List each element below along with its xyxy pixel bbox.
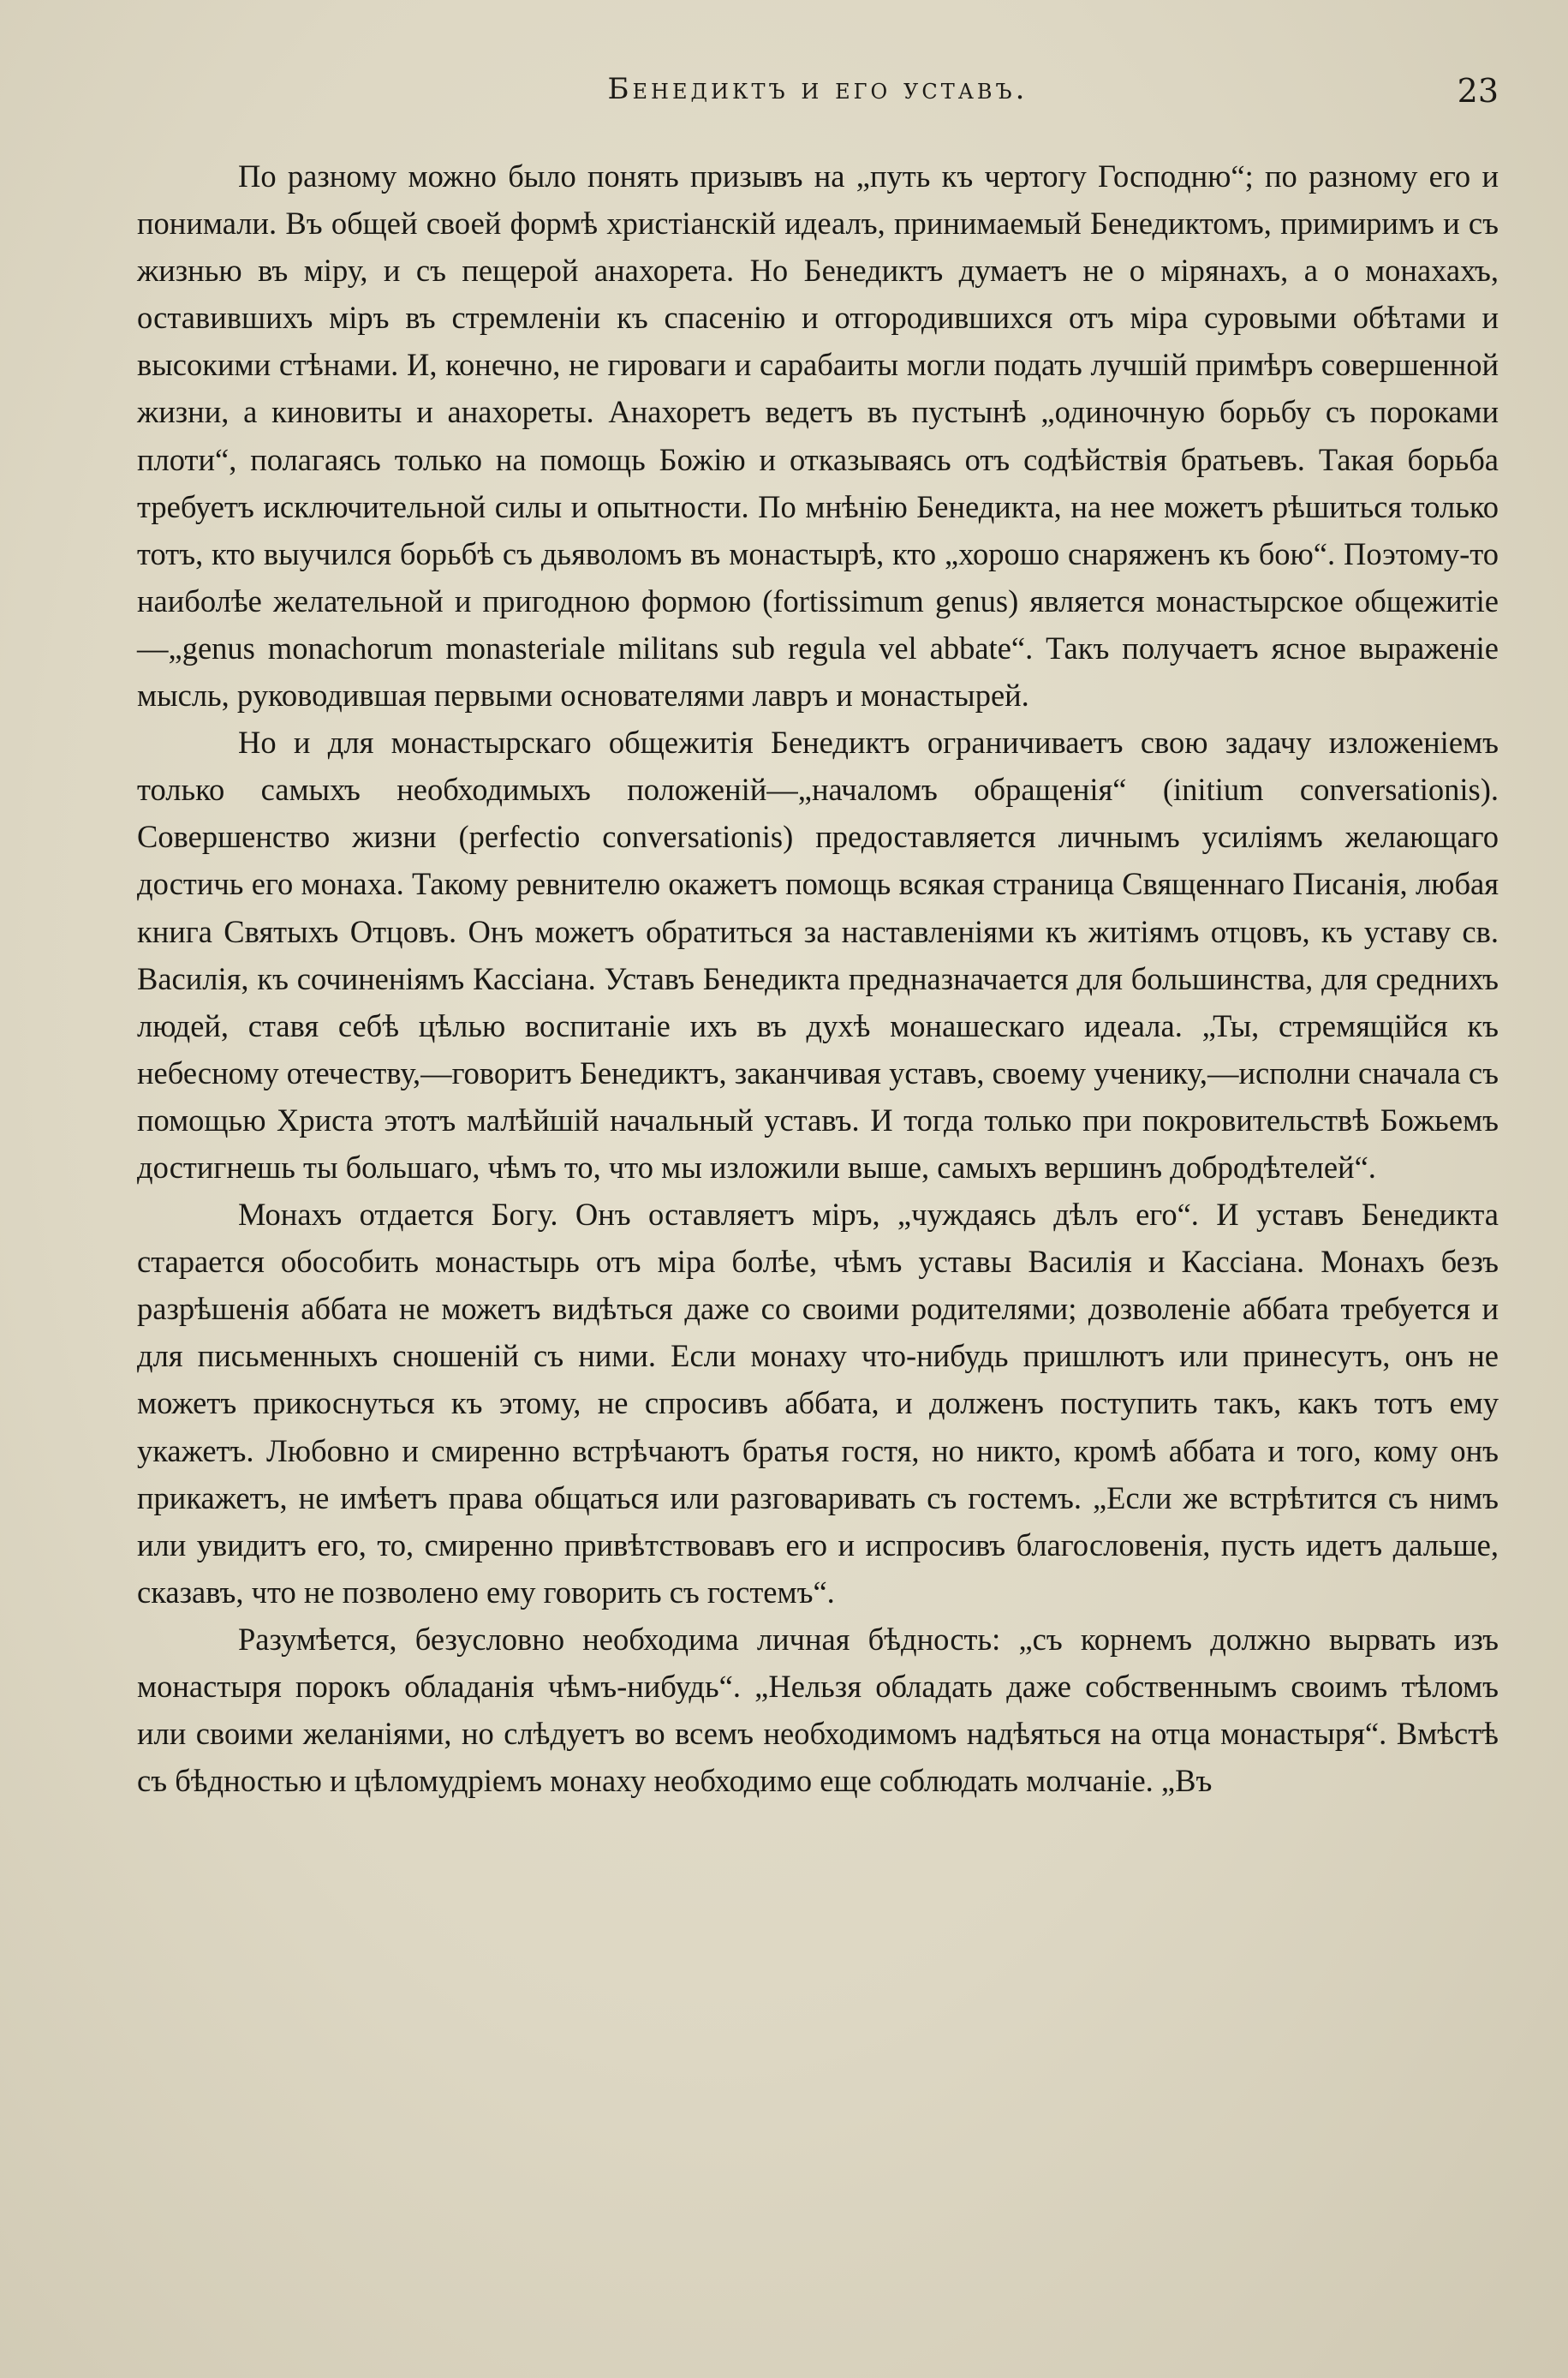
paragraph: Разумѣется, безусловно необходима личная бѣдность: „съ корнемъ должно вырвать изъ монастыря порокъ обладанія чѣмъ-нибудь“. „Нельзя обладать даже собственнымъ своимъ тѣломъ или своими желаніями, но слѣдуетъ во всемъ необходимомъ надѣяться на отца монастыря“. Вмѣстѣ съ бѣдностью и цѣломудріемъ монаху необходимо еще соблюдать молчаніе. „Въ: [137, 1621, 1499, 1799]
paragraph: По разному можно было понять призывъ на „путь къ чертогу Господню“; по разному его и понимали. Въ общей своей формѣ христіанскій идеалъ, принимаемый Бенедиктомъ, примиримъ и съ жизнью въ міру, и съ пещерой анахорета. Но Бенедиктъ думаетъ не о мірянахъ, а о монахахъ, оставившихъ міръ въ стремленіи къ спасенію и отгородившихся отъ міра суровыми обѣтами и высокими стѣнами. И, конечно, не гироваги и сарабаиты могли подать лучшій примѣръ совершенной жизни, а киновиты и анахореты. Анахоретъ ведетъ въ пустынѣ „одиночную борьбу съ пороками плоти“, полагаясь только на помощь Божію и отказываясь отъ содѣйствія братьевъ. Такая борьба требуетъ исключительной силы и опытности. По мнѣнію Бенедикта, на нее можетъ рѣшиться только тотъ, кто выучился борьбѣ съ дьяволомъ въ монастырѣ, кто „хорошо снаряженъ къ бою“. Поэтому-то наиболѣе желательной и пригодною формою (fortissimum genus) является монастырское общежитіе—„genus monachorum monasteriale militans sub regula vel abbate“. Такъ получаетъ ясное выраженіе мысль, руководившая первыми основателями лавръ и монастырей.: [137, 158, 1499, 714]
page-number: 23: [1457, 72, 1499, 110]
paragraph: Но и для монастырскаго общежитія Бенедиктъ ограничиваетъ свою задачу изложеніемъ только самыхъ необходимыхъ положеній—„началомъ обращенія“ (initium conversationis). Совершенство жизни (perfectio conversationis) предоставляется личнымъ усиліямъ желающаго достичь его монаха. Такому ревнителю окажетъ помощь всякая страница Священнаго Писанія, любая книга Святыхъ Отцовъ. Онъ можетъ обратиться за наставленіями къ житіямъ отцовъ, къ уставу св. Василія, къ сочиненіямъ Кассіана. Уставъ Бенедикта предназначается для большинства, для среднихъ людей, ставя себѣ цѣлью воспитаніе ихъ въ духѣ монашескаго идеала. „Ты, стремящійся къ небесному отечеству,—говоритъ Бенедиктъ, заканчивая уставъ, своему ученику,—исполни сначала съ помощью Христа этотъ малѣйшій начальный уставъ. И тогда только при покровительствѣ Божьемъ достигнешь ты большаго, чѣмъ то, что мы изложили выше, самыхъ вершинъ добродѣтелей“.: [137, 725, 1499, 1185]
page-header: [137, 72, 1499, 123]
page-body: [137, 152, 1499, 2277]
paragraph: Монахъ отдается Богу. Онъ оставляетъ міръ, „чуждаясь дѣлъ его“. И уставъ Бенедикта старается обособить монастырь отъ міра болѣе, чѣмъ уставы Василія и Кассіана. Монахъ безъ разрѣшенія аббата не можетъ видѣться даже со своими родителями; дозволеніе аббата требуется и для письменныхъ сношеній съ ними. Если монаху что-нибудь пришлютъ или принесутъ, онъ не можетъ прикоснуться къ этому, не спросивъ аббата, и долженъ поступить такъ, какъ тотъ ему укажетъ. Любовно и смиренно встрѣчаютъ братья гостя, но никто, кромѣ аббата и того, кому онъ прикажетъ, не имѣетъ права общаться или разговаривать съ гостемъ. „Если же встрѣтится съ нимъ или увидитъ его, то, смиренно привѣтствовавъ его и испросивъ благословенія, пусть идетъ дальше, сказавъ, что не позволено ему говорить съ гостемъ“.: [137, 1197, 1499, 1610]
running-title: Бенедиктъ и его уставъ.: [607, 72, 1028, 106]
